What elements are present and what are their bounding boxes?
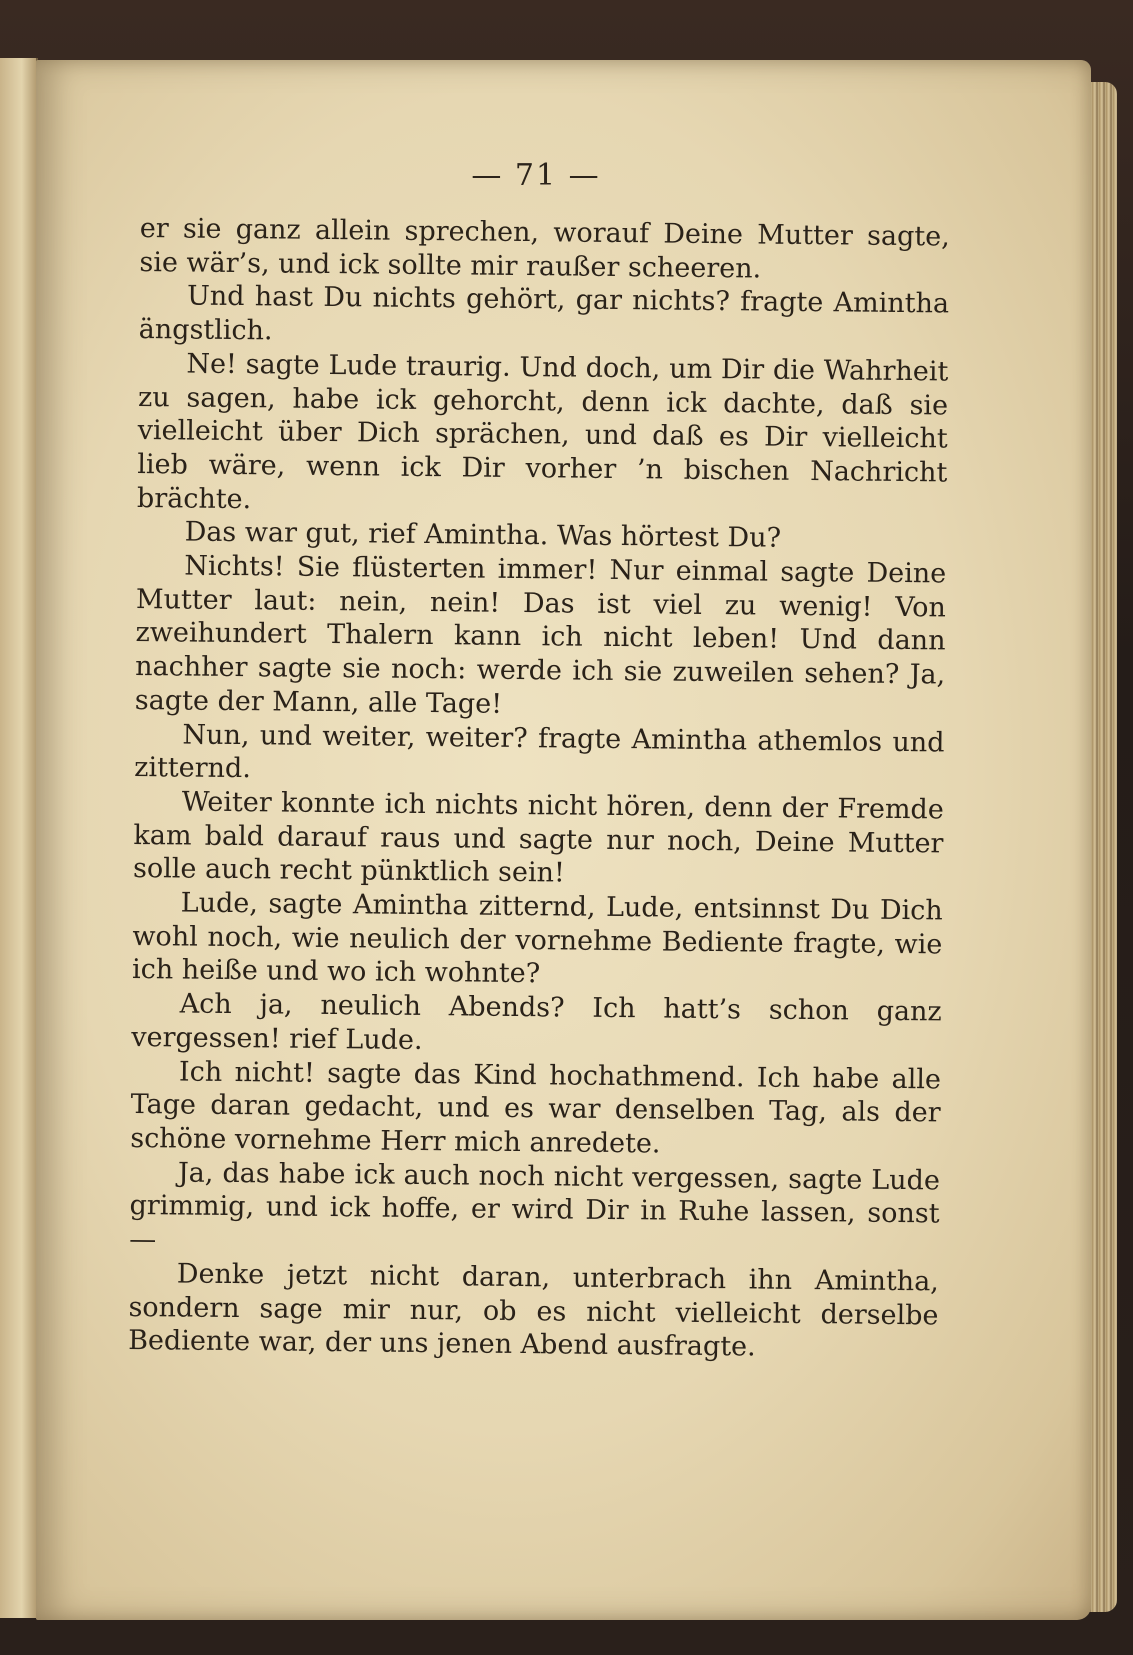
paragraph: Und hast Du nichts gehört, gar nichts? fragte Amintha ängstlich. <box>138 280 950 347</box>
paragraph: Ja, das habe ick auch noch nicht vergessen, sagte Lude grimmig, und ick hoffe, er wird Dir in Ruhe lassen, sonst — <box>129 1157 941 1256</box>
page-text <box>128 212 950 1366</box>
paragraph: Ach ja, neulich Abends? Ich hatt’s schon ganz vergessen! rief Lude. <box>131 988 942 1056</box>
paragraph: Ne! sagte Lude traurig. Und doch, um Dir die Wahrheit zu sagen, habe ick gehorcht, denn ick dachte, daß sie vielleicht über Dich sprächen, und daß es Dir vielleicht lieb wäre, wenn ick Dir vorher ’n bischen Nachricht brächte. <box>136 348 949 515</box>
page-number: — 71 — <box>471 158 601 193</box>
paragraph: Weiter konnte ich nichts nicht hören, denn der Fremde kam bald darauf raus und sagte nur noch, Deine Mutter solle auch recht pünktlich sein! <box>132 786 944 889</box>
paragraph: Denke jetzt nicht daran, unterbrach ihn Amintha, sondern sage mir nur, ob es nicht vielleicht derselbe Bediente war, der uns jenen Abend ausfragte. <box>128 1258 940 1363</box>
paragraph: Das war gut, rief Amintha. Was hörtest Du? <box>184 516 782 555</box>
paragraph: er sie ganz allein sprechen, worauf Deine Mutter sagte, sie wär’s, und ick sollte mir raußer scheeren. <box>139 212 950 285</box>
paragraph: Nichts! Sie flüsterten immer! Nur einmal sagte Deine Mutter laut: nein, nein! Das ist viel zu wenig! Von zweihundert Thalern kann ich nicht leben! Und dann nachher sagte sie noch: werde ich sie zuweilen sehen? Ja, sagte der Mann, alle Tage! <box>134 550 947 720</box>
paragraph: Nun, und weiter, weiter? fragte Amintha athemlos und zitternd. <box>134 719 945 785</box>
book-page <box>36 60 1091 1620</box>
paragraph: Lude, sagte Amintha zitternd, Lude, entsinnst Du Dich wohl noch, wie neulich der vornehme Bediente fragte, wie ich heiße und wo ich wohnte? <box>131 887 943 990</box>
paragraph: Ich nicht! sagte das Kind hochathmend. Ich habe alle Tage daran gedacht, und es war denselben Tag, als der schöne vornehme Herr mich anredete. <box>130 1056 942 1160</box>
left-page-edge <box>0 58 38 1618</box>
